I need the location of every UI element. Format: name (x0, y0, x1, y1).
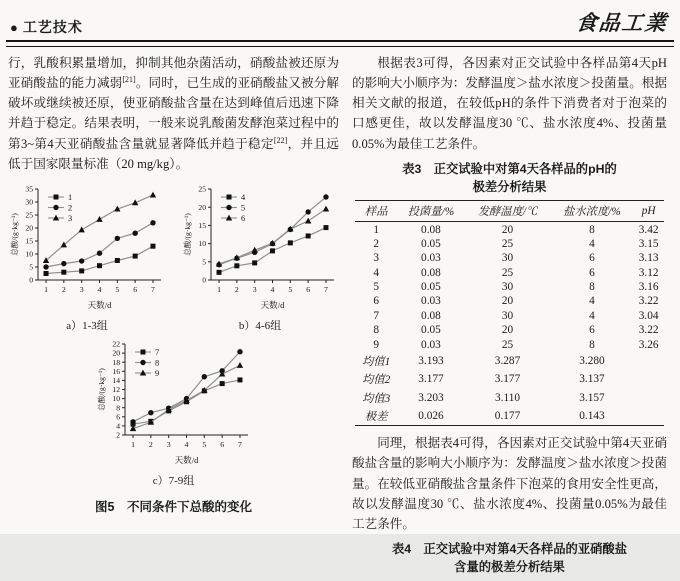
section-title: 工艺技术 (22, 19, 83, 35)
svg-text:0: 0 (202, 275, 206, 285)
table-row (355, 222, 664, 237)
table-cell: 3.287 (494, 354, 521, 367)
table-cell: 4 (589, 309, 595, 322)
page-header (0, 0, 680, 40)
chart-row-top (8, 182, 339, 333)
table-cell: 3.22 (638, 295, 659, 308)
body-paragraph-ph-analysis: 根据表3可得，各因素对正交试验中各样品第4天pH的影响大小顺序为：发酵温度＞盐水浓度＞投菌量。根据相关文献的报道，在较低pH的条件下消费者对于泡菜的口感更佳，故以发酵温度30 ℃、盐水浓度4%、投菌量0.05%为最佳工艺条件。 (352, 56, 667, 151)
table-cell: 0.143 (579, 410, 605, 423)
table-cell: 3.15 (638, 237, 659, 250)
table-cell: 3.42 (638, 223, 659, 236)
table-cell: 1 (373, 223, 380, 236)
table-row (355, 407, 664, 426)
svg-text:0: 0 (29, 275, 33, 285)
svg-text:7: 7 (151, 284, 155, 294)
svg-text:12: 12 (111, 384, 120, 394)
svg-text:20: 20 (111, 348, 120, 358)
svg-text:天数/d: 天数/d (260, 299, 285, 310)
table-cell: 0.05 (421, 324, 441, 337)
chart-a-plot (8, 182, 166, 317)
svg-text:总酸/(g·kg⁻¹): 总酸/(g·kg⁻¹) (96, 368, 106, 411)
table-cell: 0.05 (421, 237, 441, 250)
svg-text:4: 4 (184, 439, 188, 449)
table-cell: 3.110 (495, 391, 520, 404)
svg-text:30: 30 (25, 197, 33, 207)
table-cell: 3.04 (638, 309, 659, 322)
table-cell: 20 (501, 223, 514, 236)
table-column-header: 投菌量/% (407, 206, 455, 219)
table-row (355, 309, 664, 323)
svg-text:8: 8 (154, 358, 159, 368)
table-3-body (355, 222, 664, 426)
table-cell: 3.26 (638, 338, 659, 351)
table-cell: 均值3 (362, 392, 391, 405)
chart-b-plot (181, 182, 339, 317)
table-cell: 6 (589, 266, 595, 279)
svg-text:14: 14 (111, 375, 120, 385)
table-row (355, 294, 664, 308)
table-cell: 25 (501, 237, 514, 250)
svg-text:16: 16 (111, 366, 120, 376)
svg-text:3: 3 (166, 439, 171, 449)
svg-text:8: 8 (115, 403, 120, 413)
table-cell: 均值1 (362, 355, 391, 368)
svg-text:7: 7 (324, 284, 328, 294)
table-cell: 4 (373, 266, 380, 279)
svg-text:20: 20 (198, 202, 206, 212)
svg-text:35: 35 (25, 184, 33, 194)
table-cell: 5 (373, 281, 380, 294)
table-cell: 3.137 (579, 373, 605, 386)
table-cell: 8 (589, 223, 595, 236)
table-cell: 6 (589, 252, 595, 265)
chart-row-bottom (8, 337, 339, 488)
journal-logo: 食品工業 (574, 11, 670, 35)
svg-text:6: 6 (241, 213, 246, 223)
svg-text:10: 10 (25, 249, 33, 259)
svg-text:4: 4 (97, 284, 102, 294)
body-paragraph-nitrite: 行，乳酸积累量增加，抑制其他杂菌活动，硝酸盐被还原为亚硝酸盐的能力减弱[21]。同时，已生成的亚硝酸盐又被分解破坏或继续被还原，使亚硝酸盐含量在达到峰值后迅速下降并趋于稳定。结果表明，一般来说乳酸菌发酵泡菜过程中的第3~第4天亚硝酸盐含量就显著降低并趋于稳定[22]，并且远低于国家限量标准（20 mg/kg）。 (8, 56, 340, 171)
line-chart (181, 182, 339, 312)
svg-text:6: 6 (306, 284, 311, 294)
table-cell: 3.177 (494, 373, 521, 386)
table-cell: 0.08 (421, 223, 441, 236)
svg-text:15: 15 (25, 236, 33, 246)
line-chart (95, 337, 253, 467)
table-cell: 30 (501, 252, 514, 265)
table-row (355, 323, 664, 337)
table-cell: 8 (589, 338, 595, 351)
table-3-orthogonal-ph (355, 200, 664, 426)
table-4-title (352, 541, 667, 577)
table-column-header: 盐水浓度/% (563, 206, 621, 219)
table-cell: 0.08 (421, 309, 441, 322)
table-cell: 3.177 (418, 373, 444, 386)
table-cell: 0.03 (421, 295, 441, 308)
line-chart (8, 182, 166, 312)
svg-text:6: 6 (133, 284, 138, 294)
table-cell: 8 (589, 281, 595, 294)
table-cell: 9 (373, 338, 380, 351)
table-cell: 30 (501, 281, 514, 294)
chart-b-groups-4-6 (181, 182, 339, 333)
two-column-layout (0, 47, 680, 581)
table-row (355, 265, 664, 279)
chart-c-plot (95, 337, 253, 472)
table-cell: 极差 (364, 411, 388, 424)
svg-text:2: 2 (234, 284, 239, 294)
table-cell: 3.22 (638, 324, 659, 337)
svg-text:20: 20 (25, 223, 33, 233)
svg-text:总酸/(g·kg⁻¹): 总酸/(g·kg⁻¹) (183, 213, 192, 256)
svg-text:5: 5 (29, 262, 33, 272)
table-cell: 4 (589, 237, 595, 250)
table-column-header: 发酵温度/℃ (477, 206, 538, 219)
table-row (355, 388, 664, 406)
svg-text:1: 1 (68, 192, 73, 202)
table-cell: 3.280 (579, 354, 605, 367)
svg-text:4: 4 (270, 284, 275, 294)
svg-text:1: 1 (217, 284, 221, 294)
svg-text:7: 7 (154, 347, 159, 357)
table-row (355, 251, 664, 265)
svg-text:1: 1 (130, 439, 135, 449)
table-cell: 0.177 (494, 410, 521, 423)
svg-text:5: 5 (241, 203, 246, 213)
svg-text:10: 10 (198, 239, 206, 249)
table-cell: 3.13 (638, 252, 659, 265)
svg-text:4: 4 (115, 421, 120, 431)
table-cell: 8 (373, 324, 380, 337)
table-cell: 25 (501, 338, 514, 351)
table-3-title-line1: 表3 正交试验中对第4天各样品的pH的 (402, 161, 617, 176)
table-cell: 均值2 (362, 374, 391, 387)
section-banner (10, 17, 83, 37)
svg-text:15: 15 (198, 220, 206, 230)
table-cell (634, 407, 664, 426)
table-3-title-line2: 极差分析结果 (472, 179, 547, 194)
table-cell: 0.08 (421, 266, 441, 279)
left-column (8, 53, 339, 581)
table-cell: 20 (501, 324, 514, 337)
table-row (355, 237, 664, 251)
table-3-header (355, 201, 664, 222)
section-bullet-icon: ● (10, 19, 18, 35)
table-row (355, 337, 664, 351)
svg-text:1: 1 (44, 284, 48, 294)
table-cell (634, 370, 664, 388)
table-cell (634, 388, 664, 406)
svg-text:3: 3 (252, 284, 257, 294)
table-cell: 0.05 (421, 281, 441, 294)
table-cell: 6 (373, 295, 380, 308)
svg-text:5: 5 (288, 284, 293, 294)
chart-a-groups-1-3 (8, 182, 166, 333)
svg-text:天数/d: 天数/d (87, 299, 112, 310)
table-cell: 4 (589, 295, 595, 308)
table-cell: 0.026 (418, 410, 444, 423)
table-cell (634, 352, 664, 370)
table-row (355, 280, 664, 294)
svg-text:22: 22 (111, 339, 120, 349)
svg-text:25: 25 (25, 210, 33, 220)
svg-text:2: 2 (68, 203, 73, 213)
table-3-title (352, 161, 667, 197)
svg-text:5: 5 (115, 284, 120, 294)
svg-text:9: 9 (154, 368, 159, 378)
svg-text:6: 6 (219, 439, 224, 449)
table-row (355, 370, 664, 388)
svg-text:2: 2 (115, 430, 120, 440)
table-cell: 0.03 (421, 252, 441, 265)
svg-text:6: 6 (115, 412, 120, 422)
header-divider (6, 40, 674, 47)
body-paragraph-nitrite-analysis: 同理，根据表4可得，各因素对正交试验中第4天亚硝酸盐含量的影响大小顺序为：发酵温度＞盐水浓度＞投菌量。在较低亚硝酸盐含量条件下泡菜的食用安全性更高，故以发酵温度30 ℃、盐水浓度4%、投菌量0.05%为最佳工艺条件。 (352, 436, 667, 531)
table-cell: 20 (501, 295, 514, 308)
table-cell: 6 (589, 324, 595, 337)
table-4-title-line1: 表4 正交试验中对第4天各样品的亚硝酸盐 (391, 541, 628, 556)
table-cell: 3.12 (638, 266, 659, 279)
chart-a-caption: a）1-3组 (66, 319, 108, 332)
svg-text:天数/d: 天数/d (174, 454, 198, 465)
table-cell: 3.16 (638, 281, 659, 294)
table-column-header: pH (641, 205, 656, 218)
chart-c-caption: c）7-9组 (152, 474, 195, 487)
svg-text:2: 2 (61, 284, 66, 294)
table-4-title-line2: 含量的极差分析结果 (454, 559, 565, 574)
chart-c-groups-7-9 (95, 337, 253, 488)
table-cell: 3.193 (418, 354, 444, 367)
svg-text:25: 25 (198, 184, 206, 194)
table-cell: 30 (501, 309, 514, 322)
svg-text:3: 3 (79, 284, 84, 294)
svg-text:5: 5 (201, 439, 206, 449)
chart-b-caption: b）4-6组 (238, 319, 282, 332)
figure-5-caption: 图5 不同条件下总酸的变化 (95, 499, 252, 514)
svg-text:总酸/(g·kg⁻¹): 总酸/(g·kg⁻¹) (10, 213, 19, 256)
table-cell: 25 (501, 266, 514, 279)
svg-text:18: 18 (111, 357, 120, 367)
svg-text:7: 7 (237, 439, 242, 449)
svg-text:4: 4 (241, 192, 246, 202)
table-header-row (355, 201, 664, 222)
table-cell: 2 (373, 237, 380, 250)
table-cell: 7 (373, 309, 380, 322)
table-cell: 3.203 (418, 391, 444, 404)
table-cell: 0.03 (421, 338, 441, 351)
table-column-header: 样品 (364, 206, 388, 219)
svg-text:10: 10 (111, 394, 120, 404)
svg-text:2: 2 (148, 439, 153, 449)
table-row (355, 352, 664, 370)
table-cell: 3.157 (579, 391, 605, 404)
right-column (352, 53, 667, 581)
figure-5 (8, 182, 339, 515)
table-cell: 3 (373, 252, 380, 265)
svg-text:3: 3 (68, 213, 73, 223)
svg-text:5: 5 (202, 257, 206, 267)
